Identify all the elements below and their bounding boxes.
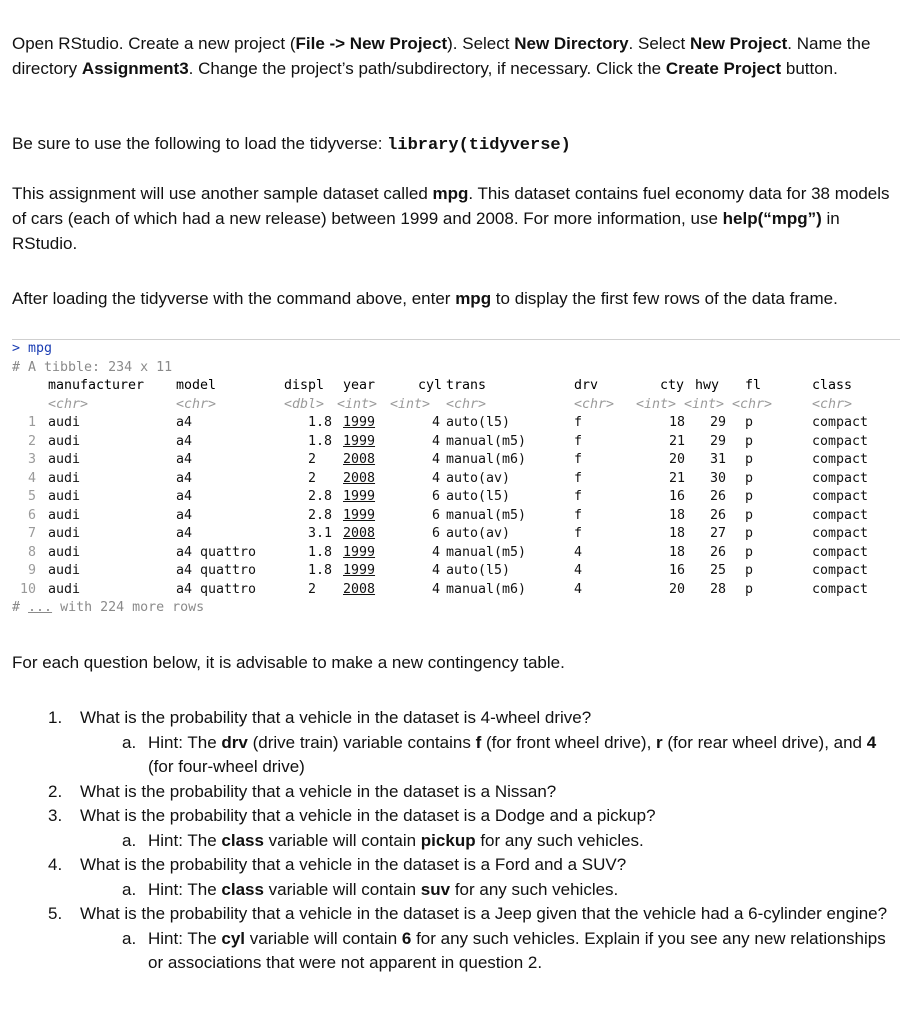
text-run: Open RStudio. Create a new project (: [12, 34, 296, 53]
cell-manufacturer: audi: [48, 526, 81, 541]
column-header-cty: cty: [660, 378, 685, 393]
row-number: 5: [27, 489, 36, 504]
column-type-fl: <chr>: [732, 396, 773, 412]
column-header-displ: displ: [284, 378, 325, 393]
cell-model: a4: [176, 526, 193, 541]
cell-trans: manual(m5): [446, 507, 527, 523]
contingency-note: For each question below, it is advisable to make a new contingency table.: [12, 653, 565, 672]
intro-paragraph-1: [12, 31, 897, 81]
hint-text: (drive train) variable contains: [247, 732, 476, 752]
column-header-hwy: hwy: [695, 378, 720, 393]
row-number: 6: [27, 507, 36, 523]
cell-drv: f: [574, 415, 583, 430]
hint-keyword: 4: [866, 732, 877, 752]
cell-year: 2008: [343, 470, 376, 486]
cell-hwy: 29: [709, 415, 726, 430]
question-3: [12, 804, 897, 829]
cell-manufacturer: audi: [48, 507, 81, 523]
hint-keyword: f: [475, 732, 482, 752]
cell-cty: 16: [668, 489, 685, 504]
question-list: [12, 706, 897, 976]
cell-drv: f: [574, 452, 583, 467]
cell-drv: f: [574, 526, 583, 541]
column-header-class: class: [812, 378, 853, 393]
cell-cty: 21: [668, 470, 685, 486]
cell-trans: manual(m5): [446, 433, 527, 449]
cell-displ: 2: [308, 452, 317, 467]
cell-cyl: 6: [431, 489, 440, 504]
cell-class: compact: [812, 489, 869, 504]
hint-keyword: r: [656, 732, 663, 752]
cell-trans: manual(m6): [446, 452, 527, 467]
cell-year: 2008: [343, 581, 376, 597]
column-type-hwy: <int>: [684, 396, 725, 412]
hint-text: for any such vehicles. Explain if you see any new relationships or associations that were not apparent in question 2.: [148, 928, 886, 972]
footer-hash: #: [12, 600, 21, 615]
cell-hwy: 28: [709, 581, 726, 597]
cell-class: compact: [812, 470, 869, 486]
cell-class: compact: [812, 433, 869, 449]
dataset-name: mpg: [432, 184, 469, 203]
hint-text: Hint: The: [148, 928, 222, 948]
question-2: [12, 780, 897, 805]
cell-drv: 4: [574, 581, 583, 597]
cell-model: a4: [176, 433, 193, 449]
column-header-year: year: [343, 378, 376, 393]
cell-manufacturer: audi: [48, 544, 81, 560]
cell-model: a4 quattro: [176, 544, 257, 560]
cell-year: 1999: [343, 433, 376, 449]
hint-text: (for front wheel drive),: [481, 732, 657, 752]
column-header-model: model: [176, 378, 217, 393]
row-number: 2: [27, 433, 36, 449]
column-type-cyl: <int>: [390, 396, 431, 412]
cell-class: compact: [812, 415, 869, 430]
cell-model: a4 quattro: [176, 581, 257, 597]
question-5: [12, 902, 897, 927]
cell-cty: 18: [668, 544, 685, 560]
text-run: . This dataset contains fuel economy data for 38 models of cars (each of which had a new release) between 1999 and 2008. For more information, use: [12, 184, 890, 228]
cell-cty: 21: [668, 433, 685, 449]
text-run: in RStudio.: [12, 209, 840, 253]
column-header-drv: drv: [574, 378, 599, 393]
hint-keyword: pickup: [420, 830, 476, 850]
cell-class: compact: [812, 544, 869, 560]
cell-cyl: 4: [431, 544, 440, 560]
cell-class: compact: [812, 507, 869, 523]
hint-text: Hint: The: [148, 830, 222, 850]
column-header-fl: fl: [745, 378, 762, 393]
cell-fl: p: [745, 563, 754, 578]
cell-hwy: 27: [709, 526, 726, 541]
row-number: 7: [27, 526, 36, 541]
hint-keyword: class: [221, 830, 264, 850]
hint-keyword: 6: [401, 928, 412, 948]
cell-cyl: 4: [431, 581, 440, 597]
cell-cty: 20: [668, 581, 685, 597]
question-1: [12, 706, 897, 731]
question-4: [12, 853, 897, 878]
cell-year: 2008: [343, 526, 376, 541]
create-project-label: Create Project: [665, 59, 782, 78]
cell-drv: f: [574, 433, 583, 449]
column-type-year: <int>: [337, 396, 378, 412]
cell-displ: 1.8: [308, 433, 333, 449]
cell-year: 1999: [343, 507, 376, 523]
hint-text: variable will contain: [263, 879, 421, 899]
directory-name: Assignment3: [81, 59, 189, 78]
row-number: 4: [27, 470, 36, 486]
cell-fl: p: [745, 452, 754, 467]
question-number: 3.: [48, 806, 63, 825]
cell-displ: 1.8: [308, 544, 333, 560]
cell-hwy: 25: [709, 563, 726, 578]
row-number: 1: [27, 415, 36, 430]
hint: [12, 829, 897, 854]
column-type-trans: <chr>: [446, 396, 487, 412]
cell-fl: p: [745, 544, 754, 560]
footer-ellipsis: ...: [28, 600, 53, 615]
cell-cty: 16: [668, 563, 685, 578]
hint-letter: a.: [122, 732, 137, 752]
hint-text: Hint: The: [148, 732, 222, 752]
cell-drv: f: [574, 489, 583, 504]
cell-hwy: 26: [709, 507, 726, 523]
text-run: After loading the tidyverse with the command above, enter: [12, 289, 456, 308]
intro-paragraph-2: [12, 131, 897, 158]
hint-text: variable will contain: [263, 830, 421, 850]
question-text: What is the probability that a vehicle in the dataset is 4-wheel drive?: [80, 708, 592, 727]
footer-text: with 224 more rows: [52, 600, 205, 615]
cell-year: 1999: [343, 563, 376, 578]
library-code: library(tidyverse): [387, 136, 571, 155]
cell-drv: f: [574, 470, 583, 486]
cell-displ: 2: [308, 470, 317, 486]
cell-hwy: 29: [709, 433, 726, 449]
hint-text: variable will contain: [245, 928, 402, 948]
column-type-drv: <chr>: [574, 396, 615, 412]
row-number: 10: [19, 581, 36, 597]
r-console-output: [12, 339, 900, 620]
cell-cyl: 4: [431, 470, 440, 486]
question-text: What is the probability that a vehicle in the dataset is a Ford and a SUV?: [80, 855, 627, 874]
console-command: mpg: [28, 341, 53, 356]
column-header-trans: trans: [446, 378, 487, 393]
cell-fl: p: [745, 470, 754, 486]
cell-manufacturer: audi: [48, 415, 81, 430]
hint-keyword: class: [221, 879, 264, 899]
cell-drv: f: [574, 507, 583, 523]
hint-keyword: drv: [221, 732, 248, 752]
cell-manufacturer: audi: [48, 452, 81, 467]
cell-manufacturer: audi: [48, 470, 81, 486]
cell-class: compact: [812, 452, 869, 467]
cell-fl: p: [745, 526, 754, 541]
cell-model: a4: [176, 507, 193, 523]
hint-letter: a.: [122, 928, 137, 948]
cell-displ: 2.8: [308, 489, 333, 504]
cell-trans: auto(av): [446, 526, 511, 541]
cell-fl: p: [745, 433, 754, 449]
cell-year: 2008: [343, 452, 376, 467]
cell-hwy: 30: [709, 470, 726, 486]
cell-model: a4: [176, 470, 193, 486]
text-run: button.: [781, 59, 838, 78]
cell-model: a4: [176, 452, 193, 467]
cell-trans: manual(m5): [446, 544, 527, 560]
cell-cty: 18: [668, 415, 685, 430]
question-text: What is the probability that a vehicle in the dataset is a Dodge and a pickup?: [80, 806, 656, 825]
hint: [12, 878, 897, 903]
hint-text: (for four-wheel drive): [148, 757, 305, 776]
cell-cyl: 4: [431, 563, 440, 578]
cell-fl: p: [745, 507, 754, 523]
question-text: What is the probability that a vehicle in the dataset is a Jeep given that the vehicle had a 6-cylinder engine?: [80, 904, 888, 923]
hint-letter: a.: [122, 830, 137, 850]
column-header-manufacturer: manufacturer: [48, 378, 145, 393]
column-header-cyl: cyl: [418, 378, 443, 393]
cell-trans: auto(l5): [446, 489, 511, 504]
cell-drv: 4: [574, 544, 583, 560]
text-run: Be sure to use the following to load the tidyverse:: [12, 134, 388, 153]
cell-cyl: 6: [431, 507, 440, 523]
cell-displ: 3.1: [308, 526, 333, 541]
column-type-displ: <dbl>: [284, 396, 325, 412]
cell-fl: p: [745, 415, 754, 430]
hint: [12, 927, 897, 976]
cell-manufacturer: audi: [48, 489, 81, 504]
hint-text: for any such vehicles.: [475, 830, 644, 850]
hint-keyword: cyl: [221, 928, 246, 948]
cell-year: 1999: [343, 544, 376, 560]
column-type-class: <chr>: [812, 396, 853, 412]
text-run: . Change the project’s path/subdirectory, if necessary. Click the: [188, 59, 666, 78]
tibble-footer: [12, 599, 204, 618]
hint: [12, 731, 897, 780]
cell-hwy: 31: [709, 452, 726, 467]
cell-trans: manual(m6): [446, 581, 527, 597]
text-run: ). Select: [447, 34, 515, 53]
cell-cty: 18: [668, 507, 685, 523]
question-number: 2.: [48, 781, 63, 801]
question-number: 4.: [48, 855, 63, 874]
cell-displ: 2: [308, 581, 317, 597]
question-number: 5.: [48, 904, 63, 923]
cell-displ: 2.8: [308, 507, 333, 523]
cell-cyl: 4: [431, 415, 440, 430]
option-new-project: New Project: [689, 34, 788, 53]
tibble-summary-line: # A tibble: 234 x 11: [12, 359, 173, 375]
cell-class: compact: [812, 526, 869, 541]
hint-text: for any such vehicles.: [450, 879, 619, 899]
intro-paragraph-4: [12, 286, 897, 311]
cell-displ: 1.8: [308, 415, 333, 430]
cell-model: a4 quattro: [176, 563, 257, 578]
cell-manufacturer: audi: [48, 563, 81, 578]
cell-trans: auto(av): [446, 470, 511, 486]
hint-keyword: suv: [420, 879, 451, 899]
cell-cyl: 4: [431, 433, 440, 449]
cell-cty: 20: [668, 452, 685, 467]
cell-model: a4: [176, 489, 193, 504]
hint-text: (for rear wheel drive), and: [662, 732, 867, 752]
question-text: What is the probability that a vehicle in the dataset is a Nissan?: [80, 781, 557, 801]
cell-class: compact: [812, 581, 869, 597]
help-command: help(“mpg”): [722, 209, 822, 228]
column-type-manufacturer: <chr>: [48, 396, 89, 412]
cell-displ: 1.8: [308, 563, 333, 578]
text-run: . Select: [628, 34, 690, 53]
cell-fl: p: [745, 489, 754, 504]
cell-trans: auto(l5): [446, 563, 511, 578]
console-command-line: [12, 340, 52, 359]
text-run: This assignment will use another sample dataset called: [12, 184, 433, 203]
cell-class: compact: [812, 563, 869, 578]
cell-cyl: 4: [431, 452, 440, 467]
row-number: 8: [27, 544, 36, 560]
row-number: 9: [27, 563, 36, 578]
intro-paragraph-3: [12, 181, 897, 256]
dataset-name: mpg: [455, 289, 492, 308]
text-run: to display the first few rows of the data frame.: [491, 289, 838, 308]
text-run: . Name the directory: [12, 34, 871, 78]
cell-manufacturer: audi: [48, 581, 81, 597]
menu-path: File -> New Project: [295, 34, 448, 53]
cell-hwy: 26: [709, 544, 726, 560]
row-number: 3: [27, 452, 36, 467]
column-type-model: <chr>: [176, 396, 217, 412]
option-new-directory: New Directory: [514, 34, 629, 53]
cell-manufacturer: audi: [48, 433, 81, 449]
question-number: 1.: [48, 708, 63, 727]
cell-model: a4: [176, 415, 193, 430]
cell-fl: p: [745, 581, 754, 597]
hint-letter: a.: [122, 879, 137, 899]
hint-text: Hint: The: [148, 879, 222, 899]
console-prompt: >: [12, 341, 21, 356]
cell-drv: 4: [574, 563, 583, 578]
cell-trans: auto(l5): [446, 415, 511, 430]
cell-cty: 18: [668, 526, 685, 541]
cell-cyl: 6: [431, 526, 440, 541]
column-type-cty: <int>: [636, 396, 677, 412]
cell-year: 1999: [343, 489, 376, 504]
cell-year: 1999: [343, 415, 376, 430]
cell-hwy: 26: [709, 489, 726, 504]
